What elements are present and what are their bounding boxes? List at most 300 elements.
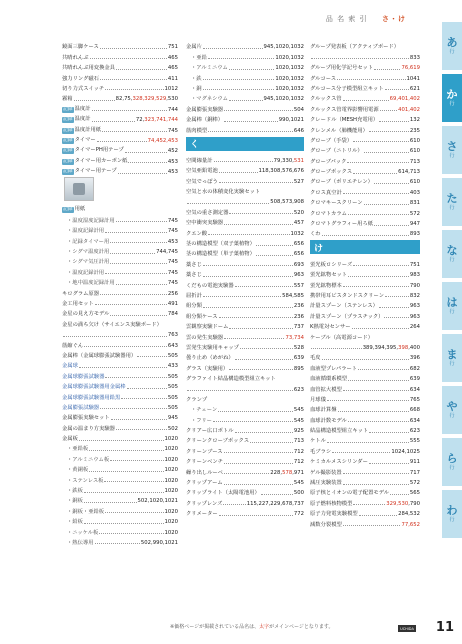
- index-entry[interactable]: [310, 123, 420, 133]
- index-entry[interactable]: [310, 61, 420, 71]
- dot-leader: [261, 494, 293, 495]
- entry-name: 鏡面三脚ケース: [62, 44, 99, 51]
- page-refs: 1020: [164, 456, 178, 463]
- index-entry[interactable]: [62, 40, 178, 50]
- index-entry[interactable]: [310, 185, 420, 195]
- page-refs: 1012: [164, 85, 178, 92]
- index-entry[interactable]: [186, 361, 304, 371]
- index-entry[interactable]: [186, 330, 304, 340]
- page-refs: 565: [409, 490, 420, 497]
- entry-name: 血管拡大模型: [310, 386, 342, 393]
- index-entry[interactable]: [62, 338, 178, 348]
- kana-tab-suffix: 行: [449, 412, 455, 419]
- entry-name: ケトル: [310, 438, 326, 445]
- index-entry[interactable]: [62, 82, 178, 92]
- dot-leader: [322, 235, 409, 236]
- page-refs: 1020: [164, 488, 178, 495]
- dot-leader: [74, 100, 115, 101]
- index-entry[interactable]: [62, 463, 178, 473]
- index-entry[interactable]: [186, 154, 304, 164]
- index-column-3: [310, 40, 420, 528]
- index-entry[interactable]: [62, 359, 178, 369]
- index-entry[interactable]: [310, 154, 420, 164]
- index-entry[interactable]: [186, 434, 304, 444]
- dot-leader: [256, 245, 293, 246]
- dot-leader: [187, 390, 293, 391]
- page-refs: 1020,1032: [275, 85, 304, 92]
- main-page-ref: 328,329,529: [132, 96, 167, 103]
- entry-name: 金属板: [62, 436, 78, 443]
- index-entry[interactable]: [310, 144, 420, 154]
- entry-name: 組分類ケース: [186, 313, 218, 320]
- index-entry[interactable]: [310, 40, 420, 50]
- kana-tab-suffix: 行: [449, 152, 455, 159]
- page-refs: ,530: [166, 96, 178, 103]
- index-entry[interactable]: [62, 71, 178, 81]
- page-refs: 623: [293, 386, 304, 393]
- index-entry[interactable]: [186, 226, 304, 236]
- index-entry[interactable]: [310, 227, 420, 237]
- index-entry[interactable]: [186, 393, 304, 403]
- index-entry[interactable]: [310, 71, 420, 81]
- dot-leader: [100, 48, 167, 49]
- kana-tab[interactable]: [442, 334, 462, 382]
- index-entry[interactable]: [62, 203, 178, 213]
- kana-tab[interactable]: [442, 22, 462, 70]
- index-entry[interactable]: [186, 50, 304, 60]
- dot-leader: [111, 419, 167, 420]
- kana-tab-suffix: 行: [449, 256, 455, 263]
- page-refs: 505: [167, 373, 178, 380]
- index-entry[interactable]: [310, 372, 420, 382]
- kana-tab[interactable]: [442, 438, 462, 486]
- index-entry[interactable]: [310, 413, 420, 423]
- page-refs: 983: [409, 272, 420, 279]
- dot-leader: [137, 356, 167, 357]
- index-entry[interactable]: [310, 134, 420, 144]
- kana-tab[interactable]: [442, 74, 462, 122]
- dot-leader: [353, 265, 409, 266]
- entry-name: 金属片: [186, 44, 202, 51]
- index-entry[interactable]: [310, 476, 420, 486]
- index-entry[interactable]: [62, 265, 178, 275]
- entry-name: 蛍光鉱物標本: [310, 282, 342, 289]
- page-refs: 1020: [164, 529, 178, 536]
- index-entry[interactable]: [186, 320, 304, 330]
- page-refs: 693: [293, 261, 304, 268]
- index-entry[interactable]: [310, 102, 420, 112]
- entry-name: 空中衝突実験器: [186, 220, 224, 227]
- kana-tab-char: た: [446, 191, 458, 205]
- entry-name-text: 温度計: [74, 105, 91, 112]
- index-entry[interactable]: [310, 382, 420, 392]
- index-entry[interactable]: [186, 257, 304, 267]
- entry-name: [62, 147, 124, 154]
- entry-name: 空間線量計: [186, 157, 213, 164]
- index-entry[interactable]: [186, 268, 304, 278]
- entry-name: 減数分裂模型: [310, 521, 342, 528]
- index-entry[interactable]: [310, 341, 420, 351]
- entry-name: ・ステンレス板: [67, 477, 104, 484]
- index-entry[interactable]: [310, 403, 420, 413]
- index-entry[interactable]: [62, 411, 178, 421]
- dot-leader: [343, 286, 409, 287]
- entry-name: 金属膨張実験セット: [62, 415, 110, 422]
- page-refs: 403: [409, 189, 420, 196]
- page-refs: 505: [167, 384, 178, 391]
- index-entry[interactable]: [310, 50, 420, 60]
- dot-leader: [92, 121, 135, 122]
- entry-name: ・温度記録計用: [67, 228, 105, 235]
- page-refs: 1020: [164, 508, 178, 515]
- index-entry[interactable]: [62, 504, 178, 514]
- index-entry[interactable]: [310, 196, 420, 206]
- index-entry[interactable]: [186, 185, 304, 195]
- dot-leader: [99, 533, 163, 534]
- entry-name: ケーブル（高電源コード）: [310, 334, 374, 341]
- entry-tag: 記録: [63, 158, 73, 164]
- index-entry[interactable]: [186, 507, 304, 517]
- index-entry[interactable]: [186, 476, 304, 486]
- index-entry[interactable]: [310, 299, 420, 309]
- kana-tab-char: さ: [446, 139, 458, 153]
- dot-leader: [384, 317, 408, 318]
- dot-leader: [359, 515, 397, 516]
- index-entry[interactable]: [62, 515, 178, 525]
- dot-leader: [116, 429, 167, 430]
- kana-tab[interactable]: [442, 230, 462, 278]
- index-entry[interactable]: [186, 382, 304, 392]
- dot-leader: [347, 162, 408, 163]
- entry-name: 繰り出しルーペ: [186, 469, 224, 476]
- index-entry[interactable]: [310, 507, 420, 517]
- index-entry[interactable]: [62, 297, 178, 307]
- index-entry[interactable]: [310, 351, 420, 361]
- entry-pages[interactable]: [168, 169, 178, 175]
- index-entry[interactable]: [186, 278, 304, 288]
- page-refs: 584,585: [282, 292, 304, 299]
- entry-name: 共晴れんぷ: [62, 54, 89, 61]
- entry-name: クロマトグラフィー用ろ紙: [310, 221, 374, 228]
- index-entry[interactable]: [62, 144, 178, 154]
- entry-name: クルックス管電界影響用電源: [310, 106, 379, 113]
- index-entry[interactable]: [62, 442, 178, 452]
- entry-name: 毛皮: [310, 355, 321, 362]
- page-refs: 1020,1032: [275, 54, 304, 61]
- main-page-ref: 323,741,744: [144, 117, 178, 124]
- index-entry[interactable]: [62, 102, 178, 112]
- entry-name: ・マグネシウム: [191, 96, 228, 103]
- dot-leader: [343, 484, 409, 485]
- dot-leader: [89, 471, 163, 472]
- dot-leader: [337, 79, 405, 80]
- index-entry[interactable]: [62, 134, 178, 144]
- index-entry[interactable]: [62, 380, 178, 390]
- index-entry[interactable]: [310, 206, 420, 216]
- dot-leader: [84, 492, 164, 493]
- page-refs: 256: [167, 290, 178, 297]
- entry-name: 減圧実験装置: [310, 480, 342, 487]
- index-entry[interactable]: [186, 444, 304, 454]
- index-entry[interactable]: [62, 255, 178, 265]
- index-entry[interactable]: [310, 444, 420, 454]
- index-entry[interactable]: [62, 245, 178, 255]
- dot-leader: [125, 152, 167, 153]
- dot-leader: [110, 242, 167, 243]
- index-entry[interactable]: [186, 205, 304, 215]
- index-entry[interactable]: [310, 257, 420, 267]
- kana-tab-char: な: [446, 243, 458, 257]
- index-entry[interactable]: [62, 421, 178, 431]
- entry-name: ・鉛板: [67, 519, 83, 526]
- index-entry[interactable]: [186, 372, 304, 382]
- index-entry[interactable]: [186, 341, 304, 351]
- entry-name: グローブパック: [310, 158, 347, 165]
- page-refs: 545: [293, 417, 304, 424]
- entry-name: ・アルミニウム: [191, 65, 228, 72]
- entry-name: 原子核とイオンの電子配置モデル: [310, 490, 390, 497]
- index-entry[interactable]: [186, 403, 304, 413]
- index-entry[interactable]: [186, 309, 304, 319]
- main-page-ref: 77,652: [401, 521, 420, 528]
- dot-leader: [327, 442, 409, 443]
- page-refs: 713: [293, 438, 304, 445]
- page-refs: 505: [167, 404, 178, 411]
- dot-leader: [100, 79, 167, 80]
- entry-name: [62, 158, 127, 165]
- dot-leader: [118, 173, 167, 174]
- index-entry[interactable]: [62, 154, 178, 164]
- index-entry[interactable]: [62, 452, 178, 462]
- kana-tab[interactable]: [442, 386, 462, 434]
- entry-pages[interactable]: [141, 540, 178, 546]
- dot-leader: [369, 131, 409, 132]
- index-entry[interactable]: [310, 517, 420, 527]
- page-refs: 528: [293, 344, 304, 351]
- dot-leader: [110, 263, 167, 264]
- entry-name: グルコース分子模型組立キット: [310, 85, 384, 92]
- page-refs: 639: [409, 376, 420, 383]
- index-entry[interactable]: [186, 195, 304, 205]
- kana-tab-char: は: [446, 295, 458, 309]
- page-refs: 1020: [164, 477, 178, 484]
- dot-leader: [229, 369, 293, 370]
- index-entry[interactable]: [310, 289, 420, 299]
- index-entry[interactable]: [186, 102, 304, 112]
- index-entry[interactable]: [62, 307, 178, 317]
- dot-leader: [63, 336, 167, 337]
- entry-name: 強力リング磁石: [62, 75, 99, 82]
- index-entry[interactable]: [186, 164, 304, 174]
- page-refs: 751: [409, 261, 420, 268]
- entry-name: 霧箱: [62, 96, 73, 103]
- entry-name: クレンメル（肺機能用）: [310, 127, 368, 134]
- entry-name: 雲観察実験ドーム: [186, 324, 229, 331]
- kana-tab[interactable]: [442, 490, 462, 538]
- index-entry[interactable]: [310, 82, 420, 92]
- entry-name: 雲発生実験用キャップ: [186, 344, 239, 351]
- dot-leader: [110, 460, 163, 461]
- dot-leader: [327, 400, 409, 401]
- index-entry[interactable]: [62, 536, 178, 546]
- entry-tag: 記録: [63, 207, 73, 213]
- index-entry[interactable]: [62, 317, 178, 327]
- index-entry[interactable]: [62, 525, 178, 535]
- index-entry[interactable]: [310, 486, 420, 496]
- dot-leader: [110, 315, 166, 316]
- dot-leader: [380, 110, 397, 111]
- page-refs: 790: [409, 282, 420, 289]
- index-entry[interactable]: [310, 330, 420, 340]
- dot-leader: [116, 69, 167, 70]
- entry-name: 金属球: [62, 363, 78, 370]
- index-entry[interactable]: [62, 432, 178, 442]
- index-entry[interactable]: [62, 61, 178, 71]
- product-thumbnail: [64, 177, 94, 201]
- index-entry[interactable]: [310, 424, 420, 434]
- page-refs: 433: [167, 363, 178, 370]
- index-entry[interactable]: [62, 369, 178, 379]
- entry-name: K熱電対センサー: [310, 324, 351, 331]
- page-refs: 945,1020,1032: [263, 44, 304, 51]
- index-entry[interactable]: [186, 237, 304, 247]
- page-refs: ,400: [408, 344, 420, 351]
- index-entry[interactable]: [310, 278, 420, 288]
- index-entry[interactable]: [186, 299, 304, 309]
- index-entry[interactable]: [186, 216, 304, 226]
- dot-leader: [332, 452, 390, 453]
- entry-name: 組分類: [186, 303, 202, 310]
- dot-leader: [224, 338, 284, 339]
- index-entry[interactable]: [310, 165, 420, 175]
- index-entry[interactable]: [62, 286, 178, 296]
- dot-leader: [84, 523, 164, 524]
- index-entry[interactable]: [310, 309, 420, 319]
- entry-name: ・銅板・亜鉛板: [67, 508, 105, 515]
- dot-leader: [105, 512, 163, 513]
- index-entry[interactable]: [186, 413, 304, 423]
- kana-tab[interactable]: [442, 178, 462, 226]
- entry-pages[interactable]: [294, 128, 304, 134]
- dot-leader: [235, 286, 293, 287]
- index-entry[interactable]: [310, 455, 420, 465]
- index-entry[interactable]: [310, 92, 420, 102]
- dot-leader: [343, 473, 409, 474]
- index-entry[interactable]: [186, 82, 304, 92]
- index-entry[interactable]: [186, 424, 304, 434]
- page-refs: 765: [409, 396, 420, 403]
- dot-leader: [369, 463, 409, 464]
- index-entry[interactable]: [186, 71, 304, 81]
- index-entry[interactable]: [310, 361, 420, 371]
- index-entry[interactable]: [310, 268, 420, 278]
- index-entry[interactable]: [186, 174, 304, 184]
- dot-leader: [84, 346, 167, 347]
- index-entry[interactable]: [186, 496, 304, 506]
- page-refs: 947: [409, 221, 420, 228]
- entry-name: [62, 116, 91, 123]
- page-refs: 411: [167, 75, 178, 82]
- index-entry[interactable]: [62, 276, 178, 286]
- index-entry[interactable]: [62, 473, 178, 483]
- entry-name-text: タイマー用テープ: [74, 168, 117, 175]
- entry-pages[interactable]: [401, 522, 420, 528]
- index-entry[interactable]: [186, 486, 304, 496]
- dot-leader: [385, 89, 409, 90]
- dot-leader: [128, 162, 166, 163]
- index-entry[interactable]: [186, 123, 304, 133]
- kana-tab[interactable]: [442, 126, 462, 174]
- entry-name: 共晴れんぷ用変換金具: [62, 65, 115, 72]
- dot-leader: [219, 317, 293, 318]
- page-refs: 1020,1032: [275, 75, 304, 82]
- page-refs: 453: [167, 169, 178, 176]
- index-entry[interactable]: [62, 349, 178, 359]
- dot-leader: [105, 377, 166, 378]
- entry-pages[interactable]: [410, 231, 420, 237]
- index-entry[interactable]: [310, 496, 420, 506]
- entry-name: 空気と水の体積変化実験セット: [186, 189, 261, 196]
- index-entry[interactable]: [62, 123, 178, 133]
- entry-pages[interactable]: [294, 511, 304, 517]
- index-entry[interactable]: [186, 92, 304, 102]
- index-entry[interactable]: [186, 113, 304, 123]
- page-refs: 751: [167, 44, 178, 51]
- index-entry[interactable]: [186, 289, 304, 299]
- index-entry[interactable]: [186, 351, 304, 361]
- page-refs: 668: [409, 407, 420, 414]
- index-entry[interactable]: [62, 165, 178, 175]
- page-refs: 643: [167, 342, 178, 349]
- index-entry[interactable]: [62, 213, 178, 223]
- page-refs: 72,: [135, 117, 145, 124]
- index-entry[interactable]: [310, 113, 420, 123]
- index-entry[interactable]: [62, 113, 178, 123]
- index-entry[interactable]: [310, 175, 420, 185]
- page-refs: 831: [409, 200, 420, 207]
- index-entry[interactable]: [186, 465, 304, 475]
- index-entry[interactable]: [310, 320, 420, 330]
- index-entry[interactable]: [62, 328, 178, 338]
- page-refs: 504: [293, 106, 304, 113]
- index-entry[interactable]: [62, 494, 178, 504]
- index-entry[interactable]: [186, 247, 304, 257]
- kana-tab[interactable]: [442, 282, 462, 330]
- index-entry[interactable]: [62, 401, 178, 411]
- index-entry[interactable]: [310, 393, 420, 403]
- dot-leader: [187, 203, 269, 204]
- index-entry[interactable]: [310, 465, 420, 475]
- dot-leader: [116, 284, 167, 285]
- entry-name: クレードル（MESH充電用）: [310, 117, 379, 124]
- index-entry[interactable]: [310, 217, 420, 227]
- index-entry[interactable]: [186, 61, 304, 71]
- page-refs: 833: [409, 54, 420, 61]
- index-entry[interactable]: [62, 234, 178, 244]
- index-entry[interactable]: [62, 390, 178, 400]
- index-entry[interactable]: [62, 50, 178, 60]
- entry-name: 結晶構造模型組立キット: [310, 428, 369, 435]
- index-entry[interactable]: [62, 224, 178, 234]
- page-number: 11: [435, 620, 454, 635]
- page-refs: 236: [293, 303, 304, 310]
- index-entry[interactable]: [62, 92, 178, 102]
- index-entry[interactable]: [62, 484, 178, 494]
- page-refs: 682: [409, 365, 420, 372]
- index-entry[interactable]: [310, 434, 420, 444]
- index-entry[interactable]: [186, 40, 304, 50]
- index-entry[interactable]: [186, 455, 304, 465]
